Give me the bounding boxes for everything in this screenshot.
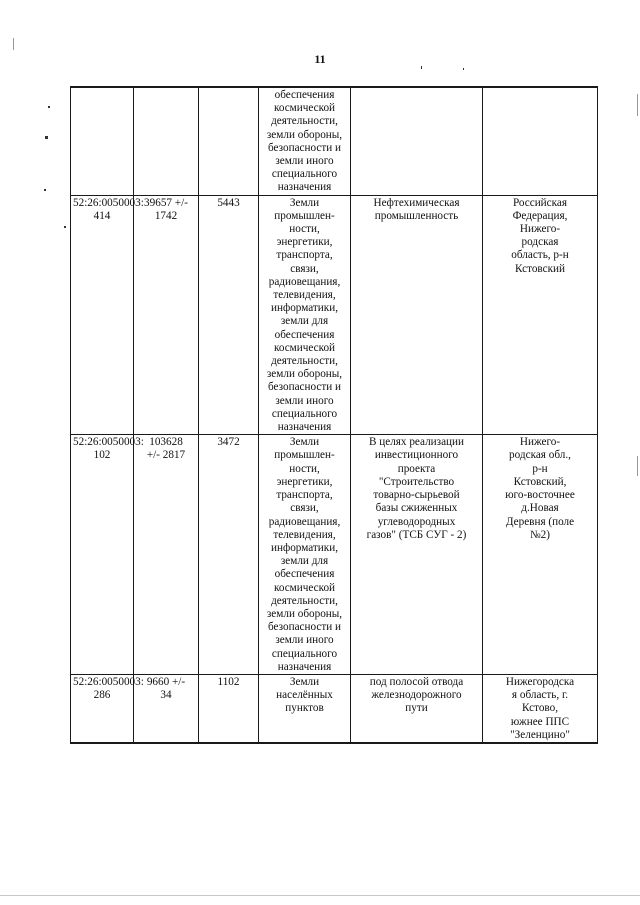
cell-text-line: населённых [276,689,333,702]
cell-text-line: пути [405,702,428,715]
cell-text-line: Земли [289,675,320,688]
cell-text-line: безопасности и [268,381,341,394]
cell-text-line: р-н [532,462,548,475]
cell-text-line: назначения [277,181,332,194]
cell-text-line: 52:26:0050003: [73,675,144,688]
table-cell-area2 [199,435,259,675]
cell-text-line: 52:26:0050003: [73,196,144,209]
cell-text-line: базы сжиженных [375,502,458,515]
table-cell-category [259,435,351,675]
cell-text-line: безопасности и [268,621,341,634]
table-cell-area2 [199,195,259,435]
cell-text-line: информатики, [270,541,338,554]
cell-text-line: 5443 [217,196,240,209]
cell-text-line: "Строительство [378,475,455,488]
cell-text-line: железнодорожного [371,689,462,702]
table-cell-location [483,435,598,675]
scan-speck [48,106,50,108]
cell-text-line: инвестиционного [374,449,459,462]
cell-text-line: специального [271,407,338,420]
table-cell-purpose [351,435,483,675]
cell-text-line: Нижего- [519,436,561,449]
cell-text-line: товарно-сырьевой [373,489,460,502]
cell-text-line: ности, [289,462,320,475]
cell-text-line: земли иного [275,634,334,647]
table-row [71,87,598,195]
cell-text-line: пунктов [285,702,324,715]
table-cell-area [134,87,199,195]
cell-text-line: космической [273,581,336,594]
scan-speck [45,136,48,139]
cell-text-line: 9660 +/- [146,675,186,688]
table-cell-area [134,195,199,435]
cell-text-line: транспорта, [276,249,333,262]
table-cell-area2 [199,87,259,195]
cell-text-line: +/- 2817 [146,449,186,462]
cell-text-line: Нефтехимическая [373,196,460,209]
cell-text-line: назначения [277,421,332,434]
table-cell-area2 [199,674,259,743]
scan-speck [44,189,46,191]
cell-text-line: ности, [289,223,320,236]
table-body [71,87,598,743]
cell-text-line: углеводородных [377,515,456,528]
cell-text-line: область, р-н [511,249,569,262]
scan-edge-mark [637,456,638,476]
table-cell-cadastral [71,435,144,675]
cell-text-line: Кстовский [514,262,566,275]
page-number: 11 [314,52,326,66]
cell-text-line: №2) [530,528,550,541]
cell-text-line: энергетики, [276,475,333,488]
cell-text-line: под полосой отвода [369,675,464,688]
cell-text-line: Кстовский, [513,475,567,488]
cell-text-line: энергетики, [276,236,333,249]
cell-text-line: связи, [290,502,319,515]
scan-edge-mark [637,94,638,116]
cell-text-line: земли для [280,555,329,568]
cell-text-line: 414 [93,209,111,222]
cell-text-line: Земли [289,436,320,449]
cell-text-line: В целях реализации [368,436,464,449]
cell-text-line: промышлен- [274,209,335,222]
cell-text-line: обеспечения [274,328,335,341]
cell-text-line: 52:26:0050003: [73,436,144,449]
table-cell-cadastral [71,87,134,195]
cell-text-line: специального [271,168,338,181]
cell-text-line: Нижего- [519,223,561,236]
scan-edge-mark [13,38,14,50]
cell-text-line: безопасности и [268,141,341,154]
cell-text-line: 34 [160,689,172,702]
table-cell-area [134,435,199,675]
cell-text-line: 3472 [217,436,240,449]
cell-text-line: 39657 +/- [144,196,188,209]
cell-text-line: я область, г. [511,689,569,702]
scan-speck [421,66,422,69]
cell-text-line: родская [521,236,559,249]
cell-text-line: Земли [289,196,320,209]
cell-text-line: земли обороны, [266,368,343,381]
table-cell-location [483,87,598,195]
cell-text-line: обеспечения [274,89,335,101]
cell-text-line: газов" (ТСБ СУГ - 2) [366,528,467,541]
cell-text-line: земли для [280,315,329,328]
cell-text-line: "Зеленцино" [510,728,570,741]
table-cell-category [259,87,351,195]
table-cell-purpose [351,674,483,743]
cell-text-line: Российская [512,196,568,209]
cell-text-line: специального [271,647,338,660]
cell-text-line: радиовещания, [268,275,341,288]
cell-text-line: Нижегородска [505,675,575,688]
cell-text-line: радиовещания, [268,515,341,528]
cell-text-line: 1742 [154,209,178,222]
table-cell-purpose [351,195,483,435]
land-plots-table [70,86,598,744]
scan-speck [463,68,464,70]
cell-text-line: космической [273,341,336,354]
table-cell-category [259,195,351,435]
cell-text-line: д.Новая [521,502,559,515]
cell-text-line: родская обл., [509,449,571,462]
cell-text-line: назначения [277,660,332,673]
cell-text-line: информатики, [270,302,338,315]
table-cell-cadastral [71,195,144,435]
cell-text-line: связи, [290,262,319,275]
cell-text-line: телевидения, [273,289,336,302]
cell-text-line: юго-восточнее [505,489,575,502]
table-cell-location [483,674,598,743]
cell-text-line: проекта [397,462,436,475]
cell-text-line: 103628 [149,436,183,449]
cell-text-line: земли иного [275,394,334,407]
cell-text-line: южнее ППС [510,715,570,728]
cell-text-line: Федерация, [512,209,568,222]
scan-speck [64,226,66,228]
table-cell-location [483,195,598,435]
cell-text-line: 102 [93,449,111,462]
cell-text-line: 286 [93,689,111,702]
cell-text-line: деятельности, [271,594,338,607]
cell-text-line: земли обороны, [266,607,343,620]
cell-text-line: транспорта, [276,489,333,502]
cell-text-line: земли обороны, [266,128,343,141]
table-row [71,674,598,743]
cell-text-line: 1102 [217,675,240,688]
cell-text-line: космической [273,102,336,115]
table-row [71,435,598,675]
cell-text-line: деятельности, [271,115,338,128]
cell-text-line: обеспечения [274,568,335,581]
scan-bottom-edge [0,895,640,896]
table-cell-purpose [351,87,483,195]
table-row [71,195,598,435]
cell-text-line: Деревня (поле [505,515,575,528]
table-cell-category [259,674,351,743]
cell-text-line: деятельности, [271,355,338,368]
cell-text-line: промышлен- [274,449,335,462]
cell-text-line: Кстово, [521,702,559,715]
cell-text-line: промышленность [374,209,459,222]
cell-text-line: телевидения, [273,528,336,541]
table-cell-cadastral [71,674,144,743]
cell-text-line: земли иного [275,155,334,168]
